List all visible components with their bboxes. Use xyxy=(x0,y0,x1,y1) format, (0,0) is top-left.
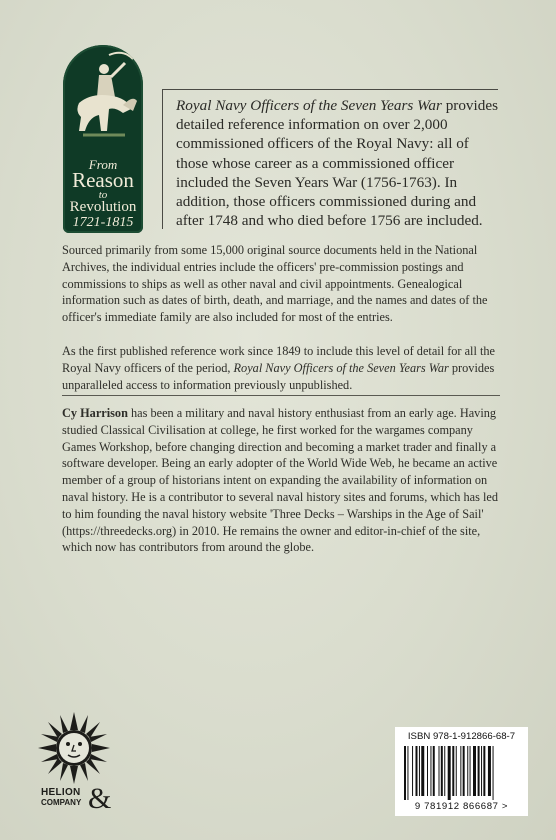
series-badge xyxy=(63,45,143,233)
barcode-bar xyxy=(452,746,454,796)
barcode-bar xyxy=(439,746,440,796)
paragraph2-before: As the first published reference work since 1849 to include this level of detail for all the Royal Navy officers of the period, xyxy=(62,344,495,375)
barcode-bar xyxy=(448,746,451,800)
publisher-name: HELION xyxy=(41,787,81,798)
barcode-bar xyxy=(421,746,424,796)
barcode-icon xyxy=(403,746,519,800)
intro-book-title: Royal Navy Officers of the Seven Years War xyxy=(176,97,442,114)
barcode-bar xyxy=(493,746,494,800)
barcode-bar xyxy=(467,746,468,796)
barcode-bar xyxy=(430,746,431,796)
barcode-bar xyxy=(412,746,413,796)
sun-face-icon xyxy=(38,712,110,784)
barcode-bar xyxy=(441,746,443,796)
author-name: Cy Harrison xyxy=(62,406,128,420)
series-line1: From xyxy=(88,157,118,172)
section-divider xyxy=(62,395,500,396)
barcode-bar xyxy=(478,746,480,796)
barcode-bar xyxy=(444,746,445,796)
publisher-ampersand: & xyxy=(88,782,112,815)
paragraph2-book-title: Royal Navy Officers of the Seven Years War xyxy=(233,360,449,375)
intro-text: provides detailed reference information on over 2,000 commissioned officers of the Royal Navy: all of those whose career as a commissioned officer included the Seven Years War (1756-1763). In addition, those officers commissioned during and after 1748 and who died before 1756 are included. xyxy=(176,97,498,230)
description-paragraph-2 xyxy=(62,343,500,393)
intro-box xyxy=(162,89,498,229)
barcode-bar xyxy=(427,746,428,796)
barcode-bar xyxy=(483,746,485,796)
series-line2: Reason xyxy=(72,168,134,192)
horseman-icon xyxy=(63,45,143,157)
intro-paragraph xyxy=(176,96,498,230)
barcode-bar xyxy=(416,746,418,796)
author-bio xyxy=(62,405,500,556)
isbn-label: ISBN 978-1-912866-68-7 xyxy=(407,731,516,742)
barcode-bar xyxy=(470,746,471,796)
series-line4: Revolution xyxy=(69,199,137,215)
barcode-bar xyxy=(463,746,465,796)
description-paragraph-1: Sourced primarily from some 15,000 original source documents held in the National Archives, the individual entries include the officers' pre-commission postings and commissions to ships as well as other naval and civil appointments. Genealogical information such as dates of birth, death, and marriage, and the names and dates of the officer's immediate family are also included for most of the entries. xyxy=(62,243,488,325)
barcode-bar xyxy=(460,746,461,796)
barcode-bar xyxy=(456,746,457,796)
barcode-bar xyxy=(488,746,491,796)
barcode-bar xyxy=(481,746,482,796)
barcode-bar xyxy=(473,746,476,796)
author-bio-text: has been a military and naval history enthusiast from an early age. Having studied Classical Civilisation at college, he first worked for the wargames company Games Workshop, before changing direction and becoming a market trader and finally a software developer. Being an early adopter of the World Wide Web, he became an active member of a group of historians intent on expanding the availability of information on naval history. He is a contributor to several naval history sites and forums, which has led to him founding the naval history website 'Three Decks – Warships in the Age of Sail' (https://threedecks.org) in 2010. He remains the owner and editor-in-chief of the site, which now has contributors from around the globe. xyxy=(62,406,498,555)
barcode-bar xyxy=(404,746,406,800)
barcode-box xyxy=(395,727,528,816)
publisher-company: COMPANY xyxy=(41,798,82,807)
barcode-digits: 9 781912 866687 > xyxy=(414,801,509,812)
series-title xyxy=(63,157,143,230)
barcode-bar xyxy=(433,746,435,796)
barcode-bar xyxy=(407,746,408,800)
series-line3: to xyxy=(98,189,108,201)
publisher-logo xyxy=(38,712,110,822)
series-line5: 1721-1815 xyxy=(72,215,134,230)
barcode-bar xyxy=(419,746,420,796)
paragraph2-after: provides unparalleled access to information previously unpublished. xyxy=(62,360,495,392)
